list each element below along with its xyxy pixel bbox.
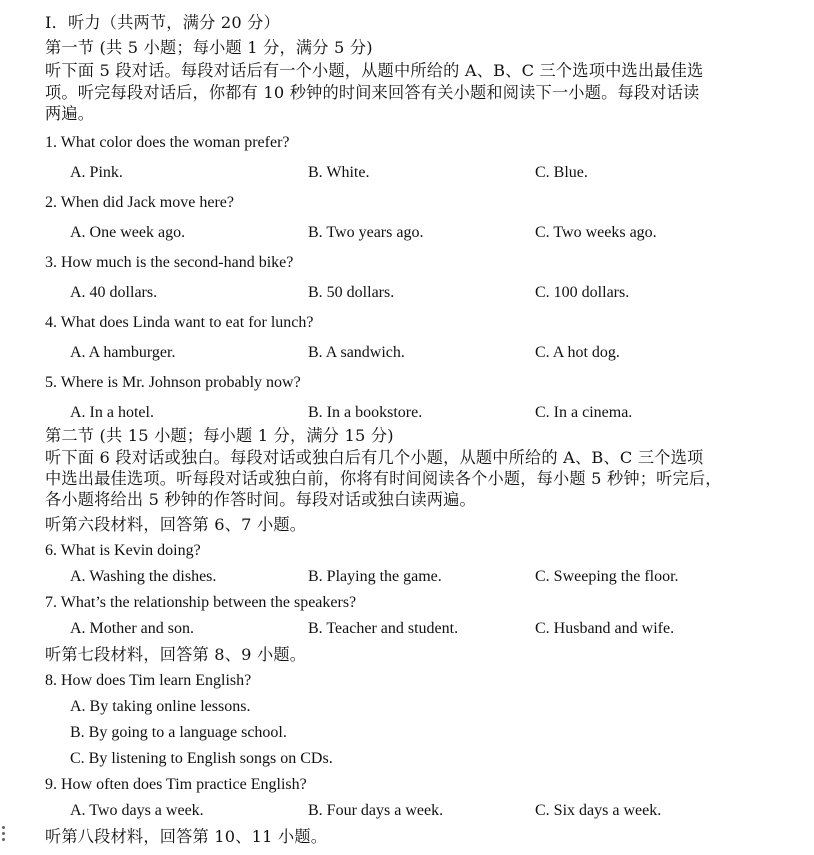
question-8-option-a: A. By taking online lessons. — [70, 698, 251, 715]
question-7: 7. What’s the relationship between the speakers? — [45, 594, 357, 611]
part2-instructions-line2: 中选出最佳选项。听每段对话或独白前，你将有时间阅读各个小题，每小题 5 秒钟；听完后， — [45, 469, 722, 488]
question-5-option-b: B. In a bookstore. — [308, 404, 423, 421]
question-2-option-c: C. Two weeks ago. — [535, 224, 657, 241]
part2-heading: 第二节 (共 15 小题；每小题 1 分，满分 15 分) — [45, 426, 394, 445]
part2-instructions-line3: 各小题将给出 5 秒钟的作答时间。每段对话或独白读两遍。 — [45, 490, 476, 509]
question-4: 4. What does Linda want to eat for lunch? — [45, 314, 314, 331]
question-6-option-a: A. Washing the dishes. — [70, 568, 217, 585]
question-7-option-b: B. Teacher and student. — [308, 620, 459, 637]
part1-instructions-line2: 项。听完每段对话后，你都有 10 秒钟的时间来回答有关小题和阅读下一小题。每段对话读 — [45, 83, 700, 102]
question-8-option-c: C. By listening to English songs on CDs. — [70, 750, 333, 767]
part1-instructions-line3: 两遍。 — [45, 104, 95, 123]
question-7-option-c: C. Husband and wife. — [535, 620, 675, 637]
question-5: 5. Where is Mr. Johnson probably now? — [45, 374, 301, 391]
question-3: 3. How much is the second-hand bike? — [45, 254, 294, 271]
material-6-heading: 听第六段材料，回答第 6、7 小题。 — [45, 515, 307, 534]
question-3-option-b: B. 50 dollars. — [308, 284, 395, 301]
question-2-option-a: A. One week ago. — [70, 224, 186, 241]
question-4-option-c: C. A hot dog. — [535, 344, 620, 361]
material-8-heading: 听第八段材料，回答第 10、11 小题。 — [45, 827, 328, 846]
question-7-option-a: A. Mother and son. — [70, 620, 194, 637]
question-6: 6. What is Kevin doing? — [45, 542, 201, 559]
question-2: 2. When did Jack move here? — [45, 194, 234, 211]
part1-heading: 第一节 (共 5 小题；每小题 1 分，满分 5 分) — [45, 38, 373, 57]
question-9-option-c: C. Six days a week. — [535, 802, 662, 819]
question-1-option-b: B. White. — [308, 164, 370, 181]
material-7-heading: 听第七段材料，回答第 8、9 小题。 — [45, 645, 307, 664]
question-1-option-a: A. Pink. — [70, 164, 123, 181]
question-9: 9. How often does Tim practice English? — [45, 776, 307, 793]
question-3-option-c: C. 100 dollars. — [535, 284, 630, 301]
part1-instructions-line1: 听下面 5 段对话。每段对话后有一个小题，从题中所给的 A、B、C 三个选项中选出最佳选 — [45, 61, 704, 80]
section-title: I．听力（共两节，满分 20 分） — [45, 13, 280, 32]
question-1: 1. What color does the woman prefer? — [45, 134, 290, 151]
question-8: 8. How does Tim learn English? — [45, 672, 252, 689]
question-8-option-b: B. By going to a language school. — [70, 724, 287, 741]
question-5-option-a: A. In a hotel. — [70, 404, 154, 421]
question-4-option-b: B. A sandwich. — [308, 344, 405, 361]
question-9-option-a: A. Two days a week. — [70, 802, 204, 819]
question-2-option-b: B. Two years ago. — [308, 224, 424, 241]
question-6-option-c: C. Sweeping the floor. — [535, 568, 679, 585]
question-3-option-a: A. 40 dollars. — [70, 284, 158, 301]
question-4-option-a: A. A hamburger. — [70, 344, 176, 361]
question-5-option-c: C. In a cinema. — [535, 404, 633, 421]
page-gutter-dots-icon — [2, 826, 6, 848]
question-1-option-c: C. Blue. — [535, 164, 588, 181]
question-9-option-b: B. Four days a week. — [308, 802, 444, 819]
question-6-option-b: B. Playing the game. — [308, 568, 442, 585]
part2-instructions-line1: 听下面 6 段对话或独白。每段对话或独白后有几个小题，从题中所给的 A、B、C 三个选项 — [45, 448, 704, 467]
